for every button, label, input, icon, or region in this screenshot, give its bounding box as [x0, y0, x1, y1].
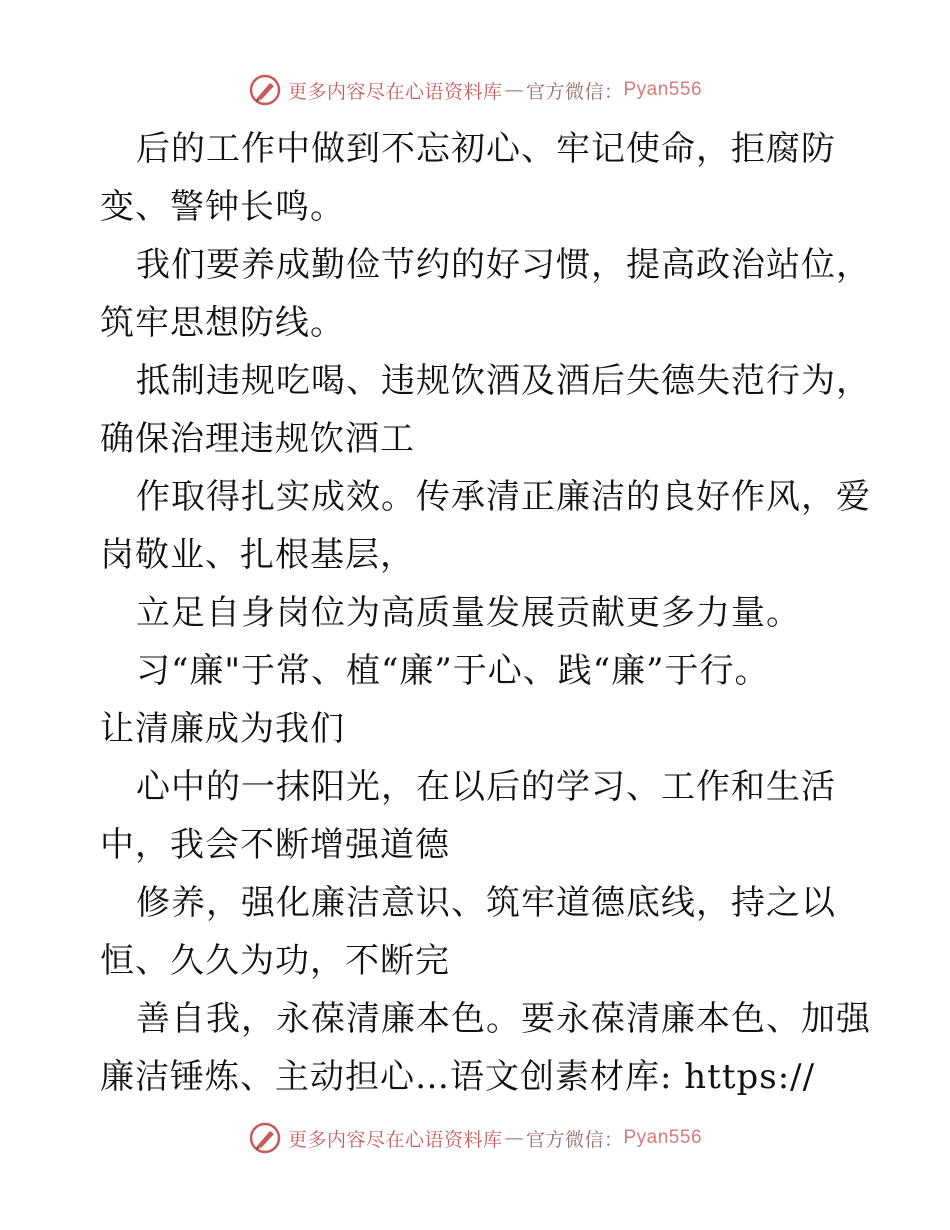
paragraph-line: 作取得扎实成效。传承清正廉洁的良好作风，爱: [136, 477, 871, 517]
document-body: [100, 120, 871, 1106]
header-dash: —: [504, 79, 524, 101]
header-banner: [0, 70, 950, 110]
paragraph-line: 善自我，永葆清廉本色。要永葆清廉本色、加强: [136, 999, 871, 1039]
paragraph-line: 廉洁锤炼、主动担心…语文创素材库: https://: [100, 1057, 816, 1097]
pen-logo-icon: [248, 73, 282, 107]
footer-wechat-id: Pyan556: [623, 1127, 703, 1148]
paragraph-line: 筑牢思想防线。: [100, 303, 345, 343]
paragraph-line: 习“廉"于常、植“廉”于心、践“廉”于行。: [136, 651, 770, 691]
paragraph-line: 修养，强化廉洁意识、筑牢道德底线，持之以: [136, 883, 836, 923]
paragraph-line: 我们要养成勤俭节约的好习惯，提高政治站位，: [136, 245, 871, 285]
paragraph-line: 变、警钟长鸣。: [100, 187, 345, 227]
header-wechat-label: 官方微信：: [525, 80, 624, 103]
paragraph-line: 确保治理违规饮酒工: [100, 419, 415, 459]
footer-banner: [0, 1118, 950, 1158]
paragraph-line: 后的工作中做到不忘初心、牢记使命，拒腐防: [136, 129, 836, 169]
footer-dash: —: [504, 1127, 524, 1149]
footer-slogan: 更多内容尽在心语资料库: [287, 1128, 503, 1151]
header-wechat-id: Pyan556: [623, 79, 703, 100]
paragraph-line: 心中的一抹阳光，在以后的学习、工作和生活: [136, 767, 836, 807]
footer-wechat-label: 官方微信：: [525, 1128, 624, 1151]
paragraph-line: 恒、久久为功，不断完: [100, 941, 450, 981]
pen-logo-icon: [248, 1121, 282, 1155]
paragraph-line: 岗敬业、扎根基层，: [100, 535, 415, 575]
paragraph-line: 中，我会不断增强道德: [100, 825, 450, 865]
paragraph-line: 抵制违规吃喝、违规饮酒及酒后失德失范行为，: [136, 361, 871, 401]
paragraph-line: 立足自身岗位为高质量发展贡献更多力量。: [136, 593, 801, 633]
header-slogan: 更多内容尽在心语资料库: [287, 80, 503, 103]
paragraph-line: 让清廉成为我们: [100, 709, 345, 749]
